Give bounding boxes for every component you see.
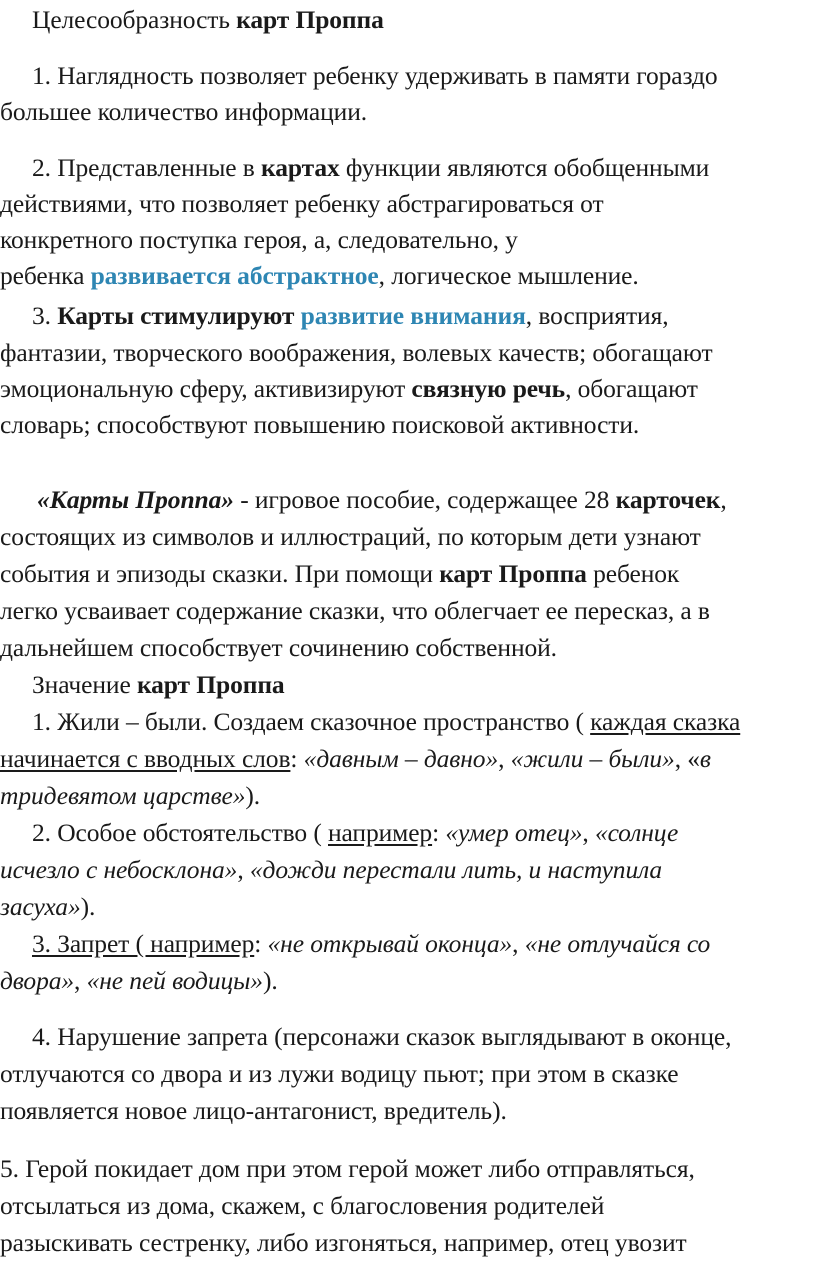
text-span: 2. Представленные в xyxy=(32,153,261,182)
meaning1-line1 xyxy=(32,704,740,740)
meaning5-line1: 5. Герой покидает дом при этом герой может либо отправляться, xyxy=(0,1154,695,1183)
text-span: , xyxy=(582,818,595,847)
text-span: «не отлучайся со xyxy=(524,929,711,958)
item3-line1 xyxy=(32,298,668,334)
text-span: Целесообразность xyxy=(32,5,237,34)
text-span: исчезло с небосклона» xyxy=(0,855,238,884)
text-span: , xyxy=(74,966,87,995)
item2-line4 xyxy=(0,258,639,294)
text-span: ). xyxy=(80,892,96,921)
text-span: засуха» xyxy=(0,892,81,921)
text-span: , логическое мышление. xyxy=(378,261,639,290)
text-span: «солнце xyxy=(594,818,679,847)
meaning4-line2: отлучаются со двора и из лужи водицу пьют; при этом в сказке xyxy=(0,1059,679,1088)
meaning2-line3 xyxy=(0,889,95,925)
text-span: в xyxy=(699,744,711,773)
text-span: картах xyxy=(261,153,340,182)
meaning5-line2: отсылаться из дома, скажем, с благословения родителей xyxy=(0,1191,605,1220)
item3-line3 xyxy=(0,371,698,407)
text-span: функции являются обобщенными xyxy=(339,153,710,182)
text-span: 3. xyxy=(32,301,58,330)
text-span: например xyxy=(328,818,433,847)
cards-line4: легко усваивает содержание сказки, что облегчает ее пересказ, а в xyxy=(0,596,710,625)
cards-line5: дальнейшем способствует сочинению собственной. xyxy=(0,633,557,662)
text-span: ). xyxy=(262,966,278,995)
meaning1-line3 xyxy=(0,778,260,814)
heading-expediency xyxy=(32,2,384,38)
text-span: ребенок xyxy=(586,559,680,588)
text-span: 1. Жили – были. Создаем сказочное пространство ( xyxy=(32,707,591,736)
text-span: , xyxy=(512,929,525,958)
text-span: карт Проппа xyxy=(439,559,587,588)
meaning1-line2 xyxy=(0,741,711,777)
meaning2-line1 xyxy=(32,815,678,851)
meaning3-line1 xyxy=(32,926,710,962)
text-span: начинается с вводных слов xyxy=(0,744,291,773)
heading-meaning xyxy=(32,667,285,703)
cards-line3 xyxy=(0,556,679,592)
item2-line2: действиями, что позволяет ребенку абстрагироваться от xyxy=(0,189,604,218)
text-span: 2. Особое обстоятельство ( xyxy=(32,818,328,847)
item2-line1 xyxy=(32,150,709,186)
text-span: «Карты Проппа» xyxy=(37,485,234,514)
text-span: тридевятом царстве» xyxy=(0,781,246,810)
meaning3-line2 xyxy=(0,963,278,999)
text-span: связную речь xyxy=(411,374,566,403)
item3-line4: словарь; способствуют повышению поисковой активности. xyxy=(0,410,640,439)
text-span: , обогащают xyxy=(565,374,698,403)
cards-line2: состоящих из символов и иллюстраций, по которым дети узнают xyxy=(0,522,701,551)
text-span: «не открывай оконца» xyxy=(267,929,513,958)
text-span: карт Проппа xyxy=(136,670,285,699)
text-span: , xyxy=(720,485,727,514)
meaning2-line2 xyxy=(0,852,662,888)
text-span: Значение xyxy=(32,670,137,699)
text-span: : xyxy=(432,818,446,847)
item3-line2: фантазии, творческого воображения, волевых качеств; обогащают xyxy=(0,338,713,367)
highlight-attention: развитие внимания xyxy=(300,301,526,330)
highlight-abstract: развивается абстрактное xyxy=(90,261,379,290)
meaning5-line3: разыскивать сестренку, либо изгоняться, например, отец увозит xyxy=(0,1228,687,1257)
item1-line1: 1. Наглядность позволяет ребенку удерживать в памяти гораздо xyxy=(32,61,718,90)
text-span: «дожди перестали лить, и наступила xyxy=(249,855,663,884)
text-span: «давным – давно» xyxy=(303,744,499,773)
text-span: : xyxy=(290,744,304,773)
text-span: , xyxy=(498,744,511,773)
text-span: , восприятия, xyxy=(525,301,669,330)
text-span: 3. Запрет ( например xyxy=(32,929,255,958)
text-span: , xyxy=(237,855,250,884)
text-span: : xyxy=(254,929,268,958)
text-span: двора» xyxy=(0,966,75,995)
meaning4-line1: 4. Нарушение запрета (персонажи сказок выглядывают в оконце, xyxy=(32,1022,732,1051)
text-span: , « xyxy=(674,744,700,773)
text-span: эмоциональную сферу, активизируют xyxy=(0,374,412,403)
text-span: каждая сказка xyxy=(590,707,741,736)
item1-line2: большее количество информации. xyxy=(0,97,368,126)
cards-line1 xyxy=(37,482,727,518)
text-span: события и эпизоды сказки. При помощи xyxy=(0,559,440,588)
text-span: Карты стимулируют xyxy=(57,301,295,330)
meaning4-line3: появляется новое лицо-антагонист, вредитель). xyxy=(0,1096,507,1125)
text-span: ребенка xyxy=(0,261,91,290)
item2-line3: конкретного поступка героя, а, следовательно, у xyxy=(0,225,518,254)
text-span: «не пей водицы» xyxy=(86,966,263,995)
text-span: ). xyxy=(245,781,261,810)
text-span: карт Проппа xyxy=(236,5,384,34)
text-span: карточек xyxy=(615,485,721,514)
text-span: «умер отец» xyxy=(445,818,583,847)
text-span: «жили – были» xyxy=(510,744,675,773)
text-span: - игровое пособие, содержащее 28 xyxy=(233,485,616,514)
